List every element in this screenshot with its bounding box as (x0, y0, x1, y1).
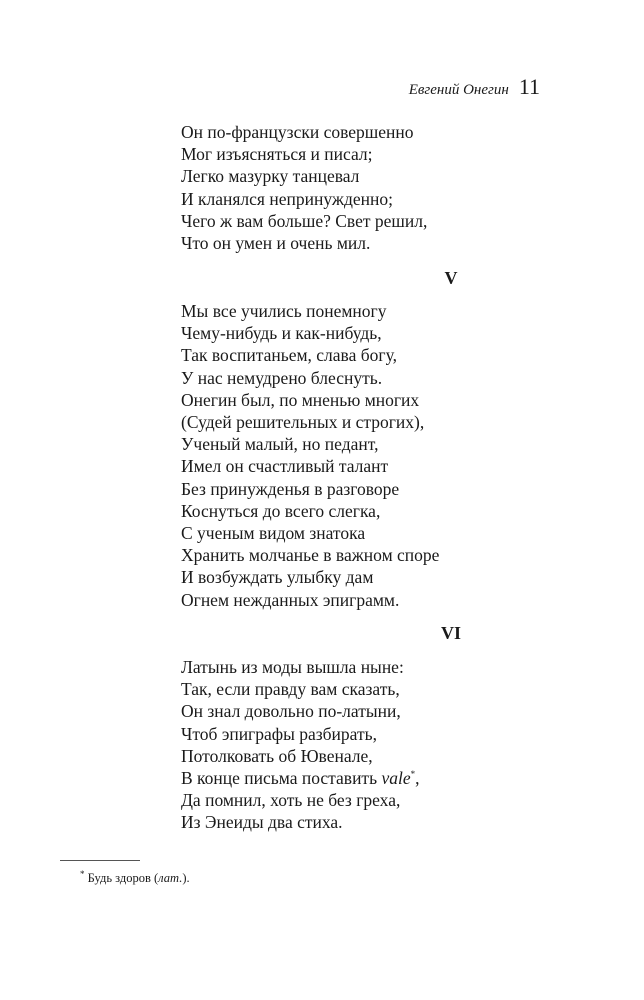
verse-line: Мог изъясняться и писал; (181, 144, 373, 165)
verse-line: Огнем нежданных эпиграмм. (181, 589, 400, 610)
stanza-number-label: VI (440, 623, 461, 643)
stanza-number-vi (0, 623, 644, 644)
verse-line: Имел он счастливый талант (181, 456, 389, 477)
verse-line: Латынь из моды вышла ныне: (181, 657, 404, 677)
stanza-number-v (0, 268, 644, 289)
footnote-divider (60, 860, 140, 861)
verse-line: Так воспитаньем, слава богу, (181, 345, 397, 366)
verse-line: Ученый малый, но педант, (181, 434, 379, 455)
verse-line: Он по-французски совершенно (181, 122, 414, 142)
page-header (409, 74, 540, 100)
verse-line: Так, если правду вам сказать, (181, 679, 400, 700)
verse-line: Коснуться до всего слегка, (181, 500, 381, 521)
verse-line: И возбуждать улыбку дам (181, 567, 374, 588)
footnote (80, 870, 190, 886)
verse-line: Легко мазурку танцевал (181, 166, 360, 187)
stanza-number-label: V (444, 268, 458, 288)
verse-line: Из Энеиды два стиха. (181, 812, 343, 833)
verse-line: (Судей решительных и строгих), (181, 412, 425, 433)
running-title: Евгений Онегин (408, 82, 509, 98)
stanza-iv-tail (181, 121, 541, 254)
stanza-v (181, 300, 541, 611)
footnote-text-prefix: Будь здоров ( (84, 871, 159, 885)
verse-line: Он знал довольно по-латыни, (181, 701, 401, 722)
footnote-marker: * (410, 769, 416, 780)
verse-line: Без принужденья в разговоре (181, 478, 400, 499)
verse-line: Чему-нибудь и как-нибудь, (181, 323, 382, 344)
verse-line: Чтоб эпиграфы разбирать, (181, 723, 377, 744)
verse-line: Потолковать об Ювенале, (181, 745, 373, 766)
verse-line: Что он умен и очень мил. (181, 233, 371, 254)
verse-line: Да помнил, хоть не без греха, (181, 790, 401, 811)
verse-line-vale (181, 767, 541, 789)
verse-line: Онегин был, по мненью многих (181, 389, 420, 410)
footnote-marker: * (80, 868, 85, 879)
verse-line: И кланялся непринужденно; (181, 188, 393, 209)
verse-line: Хранить молчанье в важном споре (181, 545, 440, 566)
verse-line: У нас немудрено блеснуть. (181, 367, 383, 388)
verse-line-prefix: В конце письма поставить (181, 768, 382, 789)
verse-line: Мы все учились понемногу (181, 301, 387, 321)
verse-line: С ученым видом знатока (181, 523, 366, 544)
page-number: 11 (518, 74, 540, 99)
footnote-text-italic: лат. (158, 871, 183, 885)
verse-line-suffix: , (415, 768, 420, 789)
footnote-text-suffix: ). (182, 871, 190, 885)
verse-line: Чего ж вам больше? Свет решил, (181, 210, 428, 231)
latin-word: vale (381, 768, 411, 789)
stanza-vi (181, 656, 541, 834)
